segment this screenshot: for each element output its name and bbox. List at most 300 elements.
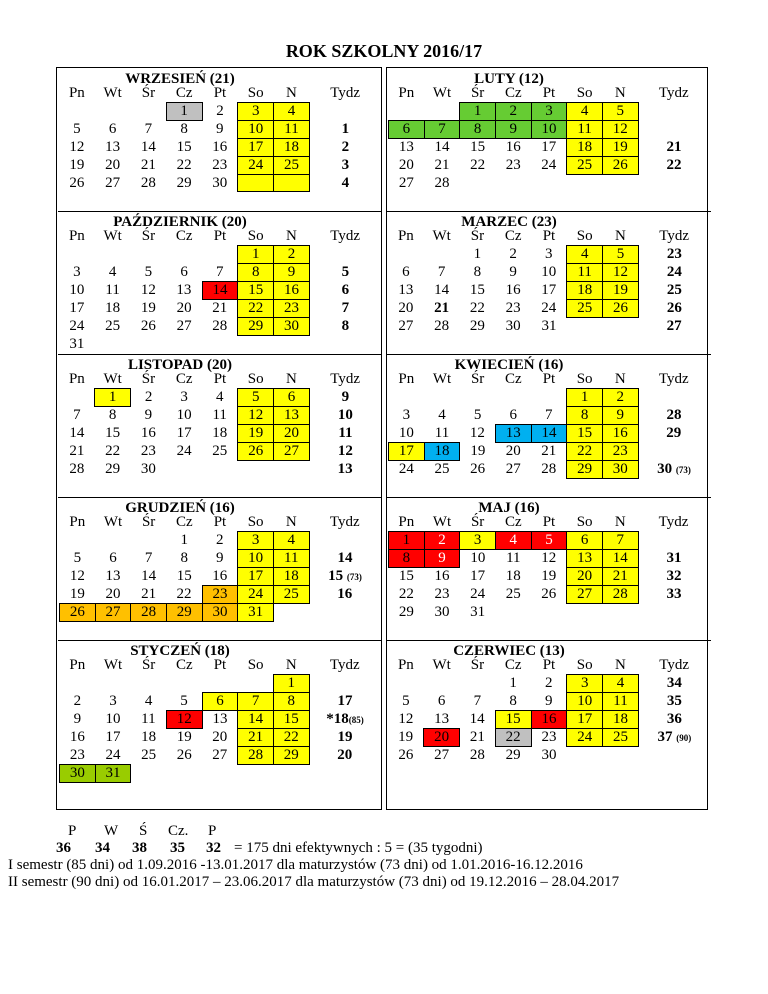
month-separator bbox=[58, 211, 382, 212]
day-cell: 24 bbox=[470, 586, 486, 602]
day-cell: 7 bbox=[144, 121, 153, 137]
week-row bbox=[388, 693, 710, 711]
day-cell: 25 bbox=[567, 300, 603, 318]
weekday-header: Cz bbox=[175, 657, 193, 674]
day-cell: 22 bbox=[470, 157, 486, 173]
week-row bbox=[389, 139, 710, 157]
day-cell: 7 bbox=[544, 406, 553, 423]
day-cell: 31 bbox=[95, 765, 131, 783]
weekday-header: Tydz bbox=[659, 228, 690, 245]
day-cell: 22 bbox=[238, 300, 274, 318]
day-cell: 10 bbox=[541, 264, 557, 280]
day-cell: 20 bbox=[398, 300, 414, 316]
weekday-header-row bbox=[60, 514, 381, 532]
day-cell: 4 bbox=[603, 675, 639, 693]
week-number: 3 bbox=[341, 157, 350, 173]
day-cell: 27 bbox=[95, 604, 131, 622]
weekday-header: Wt bbox=[103, 228, 122, 245]
week-number bbox=[638, 443, 709, 461]
day-cell: 26 bbox=[176, 747, 192, 763]
week-row bbox=[59, 175, 381, 192]
month-block bbox=[58, 497, 382, 640]
week-row bbox=[59, 443, 381, 461]
day-cell: 9 bbox=[144, 407, 153, 423]
day-cell: 21 bbox=[238, 729, 274, 747]
weekday-header: So bbox=[247, 85, 264, 101]
day-cell: 11 bbox=[273, 550, 309, 568]
day-cell bbox=[238, 675, 274, 693]
day-cell: 5 bbox=[603, 246, 639, 264]
weekday-header: Wt bbox=[432, 657, 451, 674]
day-cell: 8 bbox=[509, 692, 517, 709]
day-cell: 1 bbox=[509, 675, 517, 691]
day-cell: 14 bbox=[531, 425, 567, 443]
day-cell: 7 bbox=[238, 693, 274, 711]
weekday-header: Wt bbox=[432, 371, 452, 388]
weekday-header: Pn bbox=[398, 85, 415, 102]
day-cell: 12 bbox=[69, 139, 85, 155]
day-cell bbox=[495, 175, 531, 192]
day-cell bbox=[202, 336, 238, 353]
day-cell: 2 bbox=[274, 246, 310, 264]
weekday-header: Pt bbox=[213, 228, 227, 245]
week-row bbox=[389, 568, 710, 586]
week-row bbox=[60, 675, 381, 693]
day-cell: 8 bbox=[273, 693, 309, 711]
weekday-header: So bbox=[576, 85, 593, 101]
weekday-header: Śr bbox=[141, 85, 156, 102]
weekday-header-row bbox=[389, 85, 710, 103]
day-cell: 11 bbox=[434, 424, 450, 441]
day-cell: 26 bbox=[602, 157, 638, 175]
weekday-header: Cz bbox=[504, 228, 522, 245]
day-cell: 27 bbox=[398, 174, 414, 191]
day-cell: 24 bbox=[567, 729, 603, 747]
week-row bbox=[389, 425, 710, 443]
week-number bbox=[638, 389, 709, 407]
week-row bbox=[59, 461, 381, 478]
day-cell: 4 bbox=[274, 103, 310, 121]
day-cell: 17 bbox=[567, 711, 603, 729]
day-cell bbox=[95, 532, 131, 550]
week-number: 30 (73) bbox=[657, 460, 691, 477]
weekday-header: Śr bbox=[141, 514, 156, 531]
week-number: 4 bbox=[341, 174, 350, 191]
day-cell: 12 bbox=[541, 550, 557, 567]
day-cell: 26 bbox=[60, 604, 96, 622]
week-row bbox=[59, 246, 381, 264]
weekday-header: Wt bbox=[103, 657, 123, 674]
month-separator bbox=[58, 497, 382, 498]
week-row bbox=[59, 264, 381, 282]
day-cell: 28 bbox=[212, 318, 228, 334]
week-row bbox=[60, 550, 381, 568]
day-cell: 6 bbox=[202, 693, 238, 711]
day-cell: 18 bbox=[212, 425, 228, 441]
day-cell: 1 bbox=[273, 675, 309, 693]
weekday-header: Tydz bbox=[658, 85, 689, 102]
day-cell bbox=[202, 675, 238, 693]
day-cell: 9 bbox=[73, 711, 82, 727]
weekday-header: Wt bbox=[103, 514, 123, 531]
week-number: 28 bbox=[666, 407, 682, 423]
weekday-header: Cz bbox=[504, 657, 522, 674]
week-number bbox=[309, 765, 380, 783]
week-number: 12 bbox=[337, 443, 353, 459]
weekday-header: Pt bbox=[542, 228, 556, 245]
week-row bbox=[59, 139, 381, 157]
day-cell: 10 bbox=[531, 121, 567, 139]
week-number: 6 bbox=[341, 282, 350, 298]
day-cell bbox=[131, 765, 167, 783]
day-cell: 14 bbox=[238, 711, 274, 729]
week-number bbox=[309, 532, 380, 550]
day-cell: 28 bbox=[434, 317, 450, 334]
week-row bbox=[59, 407, 381, 425]
day-cell: 1 bbox=[389, 532, 425, 550]
day-cell: 11 bbox=[105, 282, 120, 298]
week-number: 20 bbox=[337, 747, 353, 763]
day-cell: 18 bbox=[274, 139, 310, 157]
day-cell: 28 bbox=[434, 174, 450, 191]
day-cell: 13 bbox=[176, 282, 192, 298]
weekday-header: N bbox=[614, 514, 626, 530]
day-cell: 28 bbox=[469, 746, 485, 763]
week-row bbox=[389, 407, 710, 425]
day-cell: 29 bbox=[469, 317, 485, 334]
day-cell: 20 bbox=[424, 729, 460, 747]
day-cell: 4 bbox=[567, 246, 603, 264]
day-cell: 15 bbox=[105, 425, 121, 441]
day-cell: 16 bbox=[69, 729, 85, 745]
week-number bbox=[638, 747, 710, 765]
day-cell: 24 bbox=[541, 157, 557, 173]
day-cell: 21 bbox=[69, 443, 85, 459]
weekday-header: Pn bbox=[69, 657, 86, 674]
day-cell: 14 bbox=[69, 425, 85, 441]
day-cell: 17 bbox=[238, 139, 274, 157]
day-cell bbox=[131, 246, 167, 264]
week-row bbox=[389, 586, 710, 604]
day-cell: 25 bbox=[567, 157, 603, 175]
week-number bbox=[309, 103, 381, 121]
week-number bbox=[638, 175, 709, 192]
day-cell bbox=[273, 765, 309, 783]
day-cell bbox=[273, 604, 309, 622]
day-cell: 6 bbox=[109, 550, 117, 566]
day-cell: 28 bbox=[541, 461, 557, 477]
day-cell: 28 bbox=[238, 747, 274, 765]
day-cell: 24 bbox=[69, 318, 85, 334]
day-cell: 22 bbox=[469, 300, 485, 316]
day-cell: 17 bbox=[69, 300, 85, 316]
day-cell: 4 bbox=[108, 264, 117, 280]
day-cell bbox=[166, 461, 202, 478]
day-cell: 12 bbox=[603, 264, 639, 282]
day-cell: 7 bbox=[473, 693, 482, 709]
day-cell: 18 bbox=[141, 729, 157, 745]
weekday-header: Tydz bbox=[329, 514, 360, 531]
weekday-header: Cz bbox=[175, 85, 193, 101]
month-block bbox=[387, 640, 711, 810]
weekday-header: So bbox=[576, 514, 593, 530]
day-cell: 8 bbox=[389, 550, 425, 568]
day-cell: 15 bbox=[470, 139, 486, 156]
day-cell: 5 bbox=[602, 103, 638, 121]
day-cell: 22 bbox=[567, 443, 603, 461]
day-cell: 11 bbox=[567, 264, 603, 282]
week-row bbox=[388, 711, 710, 729]
month-calendar-table bbox=[388, 371, 710, 479]
summary-count: 32 bbox=[206, 840, 221, 856]
day-cell: 30 bbox=[140, 460, 156, 477]
day-cell bbox=[95, 675, 131, 693]
day-cell: 20 bbox=[274, 425, 310, 443]
weekday-header: So bbox=[247, 514, 264, 530]
day-cell: 1 bbox=[567, 389, 603, 407]
week-number: 22 bbox=[666, 157, 682, 173]
day-cell bbox=[567, 175, 603, 192]
day-cell: 22 bbox=[398, 586, 414, 602]
week-row bbox=[389, 103, 710, 121]
day-cell: 24 bbox=[238, 586, 274, 604]
day-cell bbox=[274, 175, 310, 192]
day-cell: 15 bbox=[176, 139, 192, 155]
day-cell: 18 bbox=[424, 443, 460, 461]
day-cell: 3 bbox=[73, 264, 81, 280]
day-cell: 14 bbox=[202, 282, 238, 300]
day-cell: 23 bbox=[505, 300, 521, 316]
day-cell: 19 bbox=[176, 729, 192, 746]
day-cell: 8 bbox=[180, 121, 188, 138]
day-cell: 27 bbox=[505, 461, 521, 477]
day-cell bbox=[59, 103, 95, 121]
week-row bbox=[388, 264, 710, 282]
day-cell: 13 bbox=[105, 139, 121, 155]
weekday-header: Tydz bbox=[330, 85, 361, 102]
week-number: 11 bbox=[338, 425, 353, 441]
weekday-header-row bbox=[389, 371, 710, 389]
day-cell: 8 bbox=[567, 407, 603, 425]
weekday-header: Pt bbox=[213, 657, 227, 674]
month-calendar-table bbox=[388, 85, 710, 192]
week-row bbox=[60, 568, 381, 586]
summary-day: P bbox=[208, 823, 217, 839]
week-number: 14 bbox=[337, 550, 353, 566]
day-cell: 10 bbox=[105, 711, 121, 727]
day-cell: 8 bbox=[238, 264, 274, 282]
month-block bbox=[58, 68, 382, 211]
week-number: 23 bbox=[666, 246, 682, 262]
summary-block bbox=[8, 823, 756, 891]
month-name: GRUDZIEŃ (16) bbox=[125, 500, 235, 516]
day-cell: 2 bbox=[495, 103, 531, 121]
day-cell: 29 bbox=[176, 174, 192, 191]
week-number bbox=[309, 675, 380, 693]
week-row bbox=[60, 532, 381, 550]
day-cell: 22 bbox=[273, 729, 309, 747]
day-cell: 5 bbox=[144, 264, 153, 280]
week-number: 13 bbox=[337, 460, 353, 477]
week-number: 21 bbox=[666, 139, 682, 155]
semester-1-text: I semestr (85 dni) od 1.09.2016 -13.01.2017 dla maturzystów (73 dni) od 1.01.2016-16.12.2016 bbox=[8, 857, 583, 873]
day-cell: 29 bbox=[166, 604, 202, 622]
weekday-header: Tydz bbox=[329, 657, 360, 674]
day-cell: 22 bbox=[495, 729, 531, 747]
day-cell bbox=[424, 675, 460, 693]
day-cell: 14 bbox=[602, 550, 638, 568]
day-cell: 25 bbox=[434, 461, 450, 478]
day-cell: 9 bbox=[215, 121, 224, 137]
day-cell: 8 bbox=[180, 550, 189, 566]
day-cell: 17 bbox=[541, 139, 557, 156]
day-cell bbox=[495, 389, 531, 407]
day-cell: 5 bbox=[73, 550, 82, 566]
day-cell: 6 bbox=[437, 693, 446, 709]
month-separator bbox=[387, 497, 711, 498]
weekday-header: Cz bbox=[504, 514, 522, 530]
day-cell: 21 bbox=[469, 729, 485, 745]
weekday-header: So bbox=[247, 657, 264, 674]
day-cell: 16 bbox=[434, 568, 450, 585]
day-cell bbox=[567, 747, 603, 765]
day-cell bbox=[603, 318, 639, 335]
day-cell: 2 bbox=[215, 532, 224, 548]
day-cell: 15 bbox=[469, 282, 485, 298]
day-cell bbox=[131, 336, 167, 353]
day-cell: 11 bbox=[212, 407, 227, 423]
day-cell: 16 bbox=[274, 282, 310, 300]
week-number bbox=[309, 336, 381, 353]
day-cell bbox=[166, 246, 202, 264]
day-cell: 18 bbox=[603, 711, 639, 729]
day-cell: 31 bbox=[541, 317, 557, 334]
day-cell: 14 bbox=[140, 139, 156, 155]
day-cell: 31 bbox=[470, 603, 486, 620]
day-cell: 23 bbox=[69, 746, 85, 763]
day-cell: 25 bbox=[273, 586, 309, 604]
day-cell: 11 bbox=[506, 550, 521, 567]
weekday-header: Cz bbox=[175, 514, 193, 531]
month-block bbox=[387, 68, 711, 211]
day-cell: 7 bbox=[437, 264, 446, 280]
weekday-header: N bbox=[615, 228, 626, 244]
week-number: 16 bbox=[337, 586, 353, 602]
summary-count: 36 bbox=[56, 840, 71, 856]
day-cell: 15 bbox=[273, 711, 309, 729]
day-cell: 8 bbox=[108, 407, 117, 424]
day-cell: 27 bbox=[274, 443, 310, 461]
day-cell: 17 bbox=[541, 282, 557, 298]
day-cell: 21 bbox=[434, 300, 450, 316]
day-cell: 2 bbox=[424, 532, 460, 550]
day-cell bbox=[460, 675, 496, 693]
day-cell: 23 bbox=[274, 300, 310, 318]
day-cell: 21 bbox=[541, 443, 557, 460]
day-cell: 4 bbox=[438, 407, 446, 423]
day-cell bbox=[95, 246, 131, 264]
day-cell: 19 bbox=[470, 443, 486, 459]
day-cell bbox=[59, 246, 95, 264]
day-cell: 21 bbox=[602, 568, 638, 586]
week-row bbox=[59, 425, 381, 443]
day-cell: 21 bbox=[212, 300, 228, 317]
month-name: LISTOPAD (20) bbox=[127, 357, 233, 373]
day-cell: 6 bbox=[402, 264, 410, 280]
day-cell: 17 bbox=[176, 425, 192, 441]
day-cell: 15 bbox=[495, 711, 531, 729]
week-number: 7 bbox=[341, 300, 350, 316]
day-cell: 13 bbox=[495, 425, 531, 443]
day-cell: 19 bbox=[541, 568, 557, 584]
day-cell: 14 bbox=[469, 711, 485, 727]
weekday-header-row bbox=[60, 657, 381, 675]
day-cell bbox=[131, 103, 167, 121]
weekday-header: Pn bbox=[398, 514, 415, 530]
day-cell: 23 bbox=[505, 157, 521, 173]
summary-day-letters bbox=[56, 823, 756, 840]
weekday-header: Wt bbox=[432, 85, 452, 102]
day-cell: 29 bbox=[567, 461, 603, 479]
day-cell bbox=[424, 389, 460, 407]
day-cell bbox=[131, 675, 167, 693]
day-cell: 13 bbox=[567, 550, 603, 568]
day-cell bbox=[238, 765, 274, 783]
week-number: 32 bbox=[666, 568, 682, 584]
day-cell: 14 bbox=[434, 139, 450, 156]
day-cell: 5 bbox=[402, 693, 410, 709]
week-number: 15 (73) bbox=[328, 567, 362, 584]
week-row bbox=[388, 318, 710, 335]
day-cell: 11 bbox=[274, 121, 310, 139]
day-cell: 26 bbox=[541, 586, 557, 602]
weekday-header: So bbox=[247, 228, 264, 244]
weekday-header: N bbox=[285, 657, 297, 673]
week-number: 1 bbox=[341, 121, 350, 137]
day-cell: 15 bbox=[567, 425, 603, 443]
day-cell bbox=[166, 336, 202, 353]
month-name: MAJ (16) bbox=[478, 500, 540, 516]
weekday-header: Tydz bbox=[658, 514, 689, 531]
day-cell: 7 bbox=[73, 407, 81, 423]
day-cell: 10 bbox=[238, 550, 274, 568]
week-number: 9 bbox=[341, 389, 350, 405]
day-cell: 28 bbox=[69, 460, 85, 477]
day-cell: 23 bbox=[202, 586, 238, 604]
week-row bbox=[389, 389, 710, 407]
day-cell: 18 bbox=[505, 568, 521, 584]
week-row bbox=[389, 461, 710, 479]
day-cell bbox=[166, 765, 202, 783]
weekday-header: Wt bbox=[432, 228, 451, 245]
weekday-header: Tydz bbox=[658, 371, 689, 388]
week-row bbox=[389, 121, 710, 139]
day-cell: 17 bbox=[105, 729, 121, 745]
day-cell: 23 bbox=[602, 443, 638, 461]
weekday-header-row bbox=[59, 85, 381, 103]
day-cell: 18 bbox=[273, 568, 309, 586]
day-cell: 6 bbox=[180, 264, 188, 280]
day-cell: 13 bbox=[274, 407, 310, 425]
day-cell: 25 bbox=[105, 318, 121, 334]
day-cell: 5 bbox=[180, 692, 188, 709]
day-cell: 29 bbox=[505, 747, 521, 763]
month-separator bbox=[58, 354, 382, 355]
day-cell: 6 bbox=[567, 532, 603, 550]
week-row bbox=[389, 550, 710, 568]
weekday-header: Pn bbox=[68, 371, 85, 388]
month-name: LUTY (12) bbox=[474, 71, 544, 87]
